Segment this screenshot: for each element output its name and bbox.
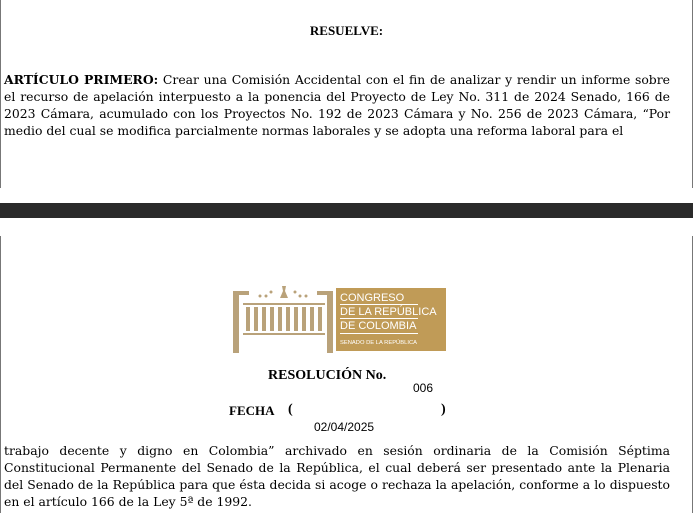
resuelve-heading: RESUELVE: xyxy=(309,23,384,38)
logo-divider xyxy=(340,304,418,305)
resolution-body-paragraph: trabajo decente y digno en Colombia” archivado en sesión ordinaria de la Comisión Séptima Constitucional Permanente del Senado de la República, el cual deberá ser presentado ante la Plenaria del Senado de la República para que ésta decida si acoge o rechaza la apelación, conforme a lo dispuesto en el artículo 166 de la Ley 5ª de 1992. xyxy=(4,443,670,509)
congreso-logo xyxy=(233,286,446,353)
resolution-label: RESOLUCIÓN No. xyxy=(268,368,387,383)
fecha-paren-close: ) xyxy=(441,402,446,417)
resolution-number: 006 xyxy=(413,381,434,395)
fecha-paren-open: ( xyxy=(288,402,293,417)
fecha-value: 02/04/2025 xyxy=(314,420,375,434)
logo-line-4: SENADO DE LA REPÚBLICA xyxy=(340,340,417,346)
article-primero-paragraph xyxy=(4,71,670,139)
article-label: ARTÍCULO PRIMERO: xyxy=(4,72,159,87)
logo-line-1: CONGRESO xyxy=(340,292,405,304)
fecha-label: FECHA xyxy=(229,403,275,418)
logo-divider xyxy=(340,333,418,334)
logo-divider xyxy=(340,318,418,319)
capitol-emblem-icon xyxy=(233,286,333,353)
page-2-left-edge xyxy=(0,236,1,513)
logo-line-2: DE LA REPÚBLICA xyxy=(340,306,437,318)
page-separator xyxy=(0,203,693,218)
logo-line-3: DE COLOMBIA xyxy=(340,320,417,332)
logo-wordmark xyxy=(336,288,446,351)
article-text: Crear una Comisión Accidental con el fin de analizar y rendir un informe sobre el recurso de apelación interpuesto a la ponencia del Proyecto de Ley No. 311 de 2024 Senado, 166 de 2023 Cámara, acumulado con los Proyectos No. 192 de 2023 Cámara y No. 256 de 2023 Cámara, “Por medio del cual se modifica parcialmente normas laborales y se adopta una reforma laboral para el xyxy=(4,72,670,138)
